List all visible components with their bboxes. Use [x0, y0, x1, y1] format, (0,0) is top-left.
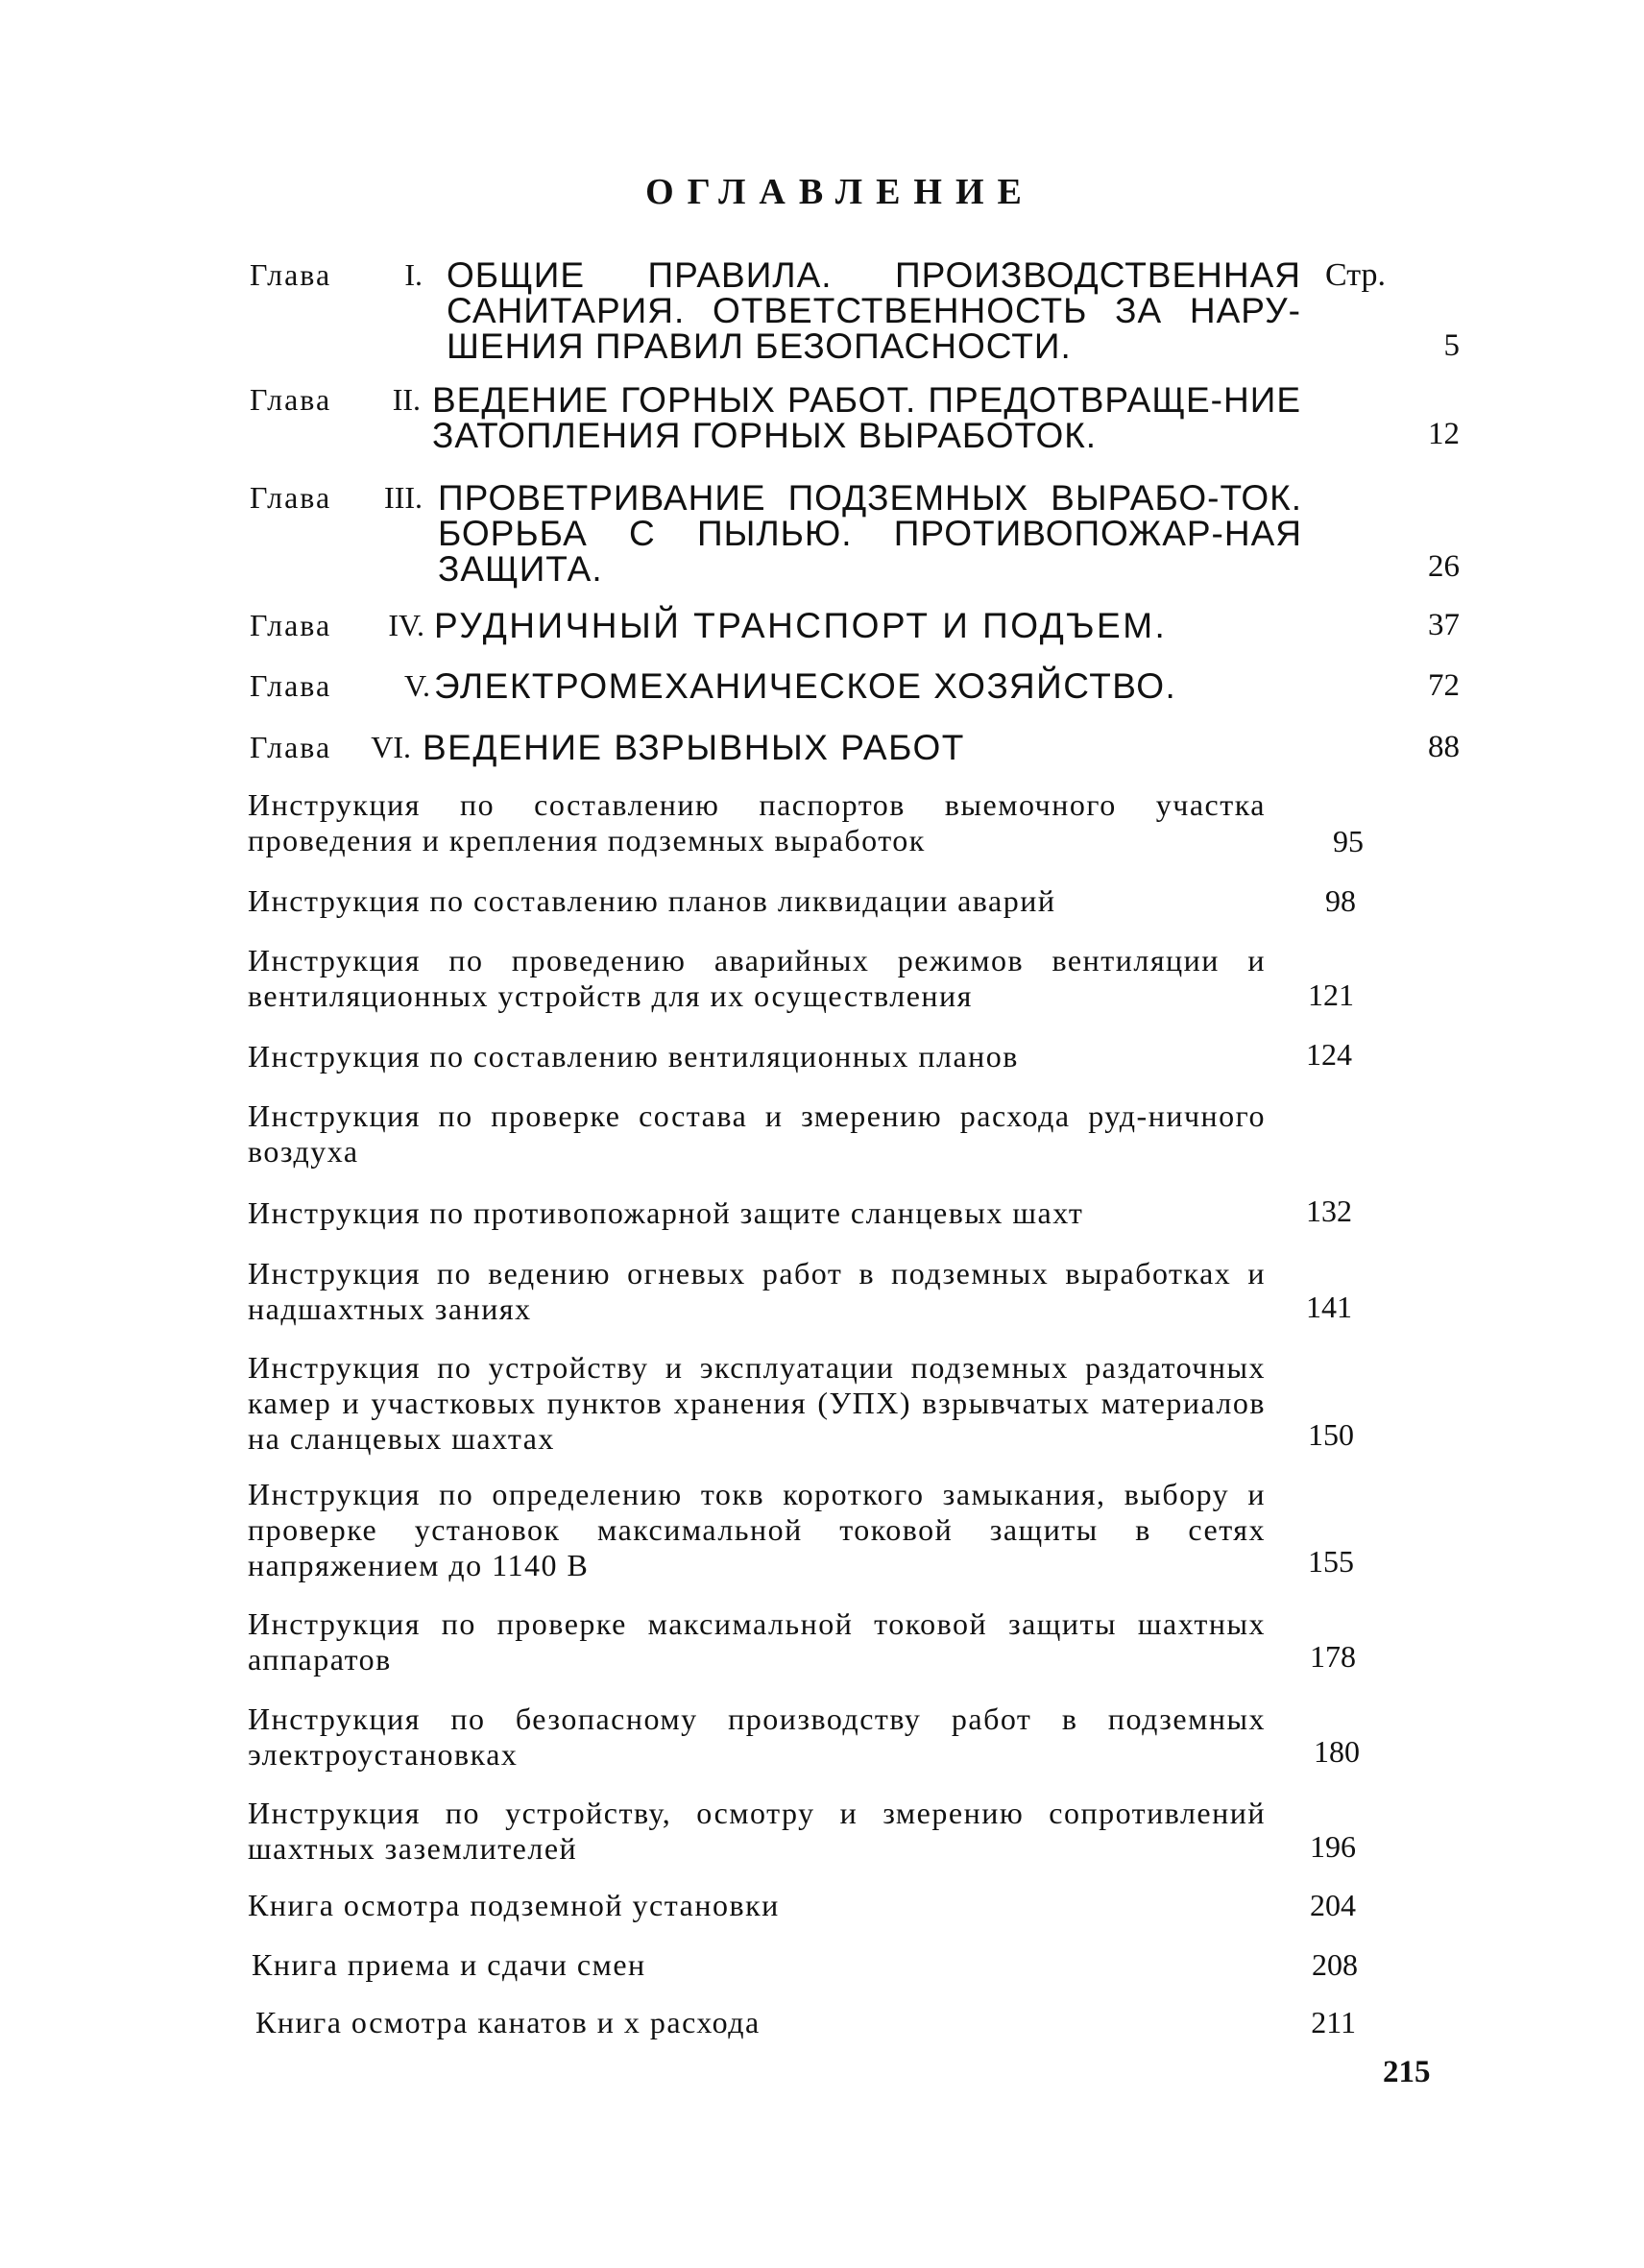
toc-instruction-8: Инструкция по устройству и эксплуатации подземных раздаточных камер и участковых пунктов хранения (УПХ) взрывчатых материалов на сланцевых шахтах	[248, 1350, 1266, 1456]
chapter-title: ПРОВЕТРИВАНИЕ ПОДЗЕМНЫХ ВЫРАБО-ТОК. БОРЬБА С ПЫЛЬЮ. ПРОТИВОПОЖАР-НАЯ ЗАЩИТА.	[438, 478, 1302, 589]
chapter-page: 26	[1428, 549, 1460, 584]
instruction-page: 132	[1306, 1194, 1352, 1228]
instruction-page: 124	[1306, 1037, 1352, 1072]
toc-instruction-9: Инструкция по определению токв короткого замыкания, выбору и проверке установок максимальной токовой защиты в сетях напряжением до 1140 В	[248, 1477, 1266, 1582]
chapter-title: РУДНИЧНЫЙ ТРАНСПОРТ И ПОДЪЕМ.	[434, 606, 1168, 645]
chapter-title: ЭЛЕКТРОМЕХАНИЧЕСКОЕ ХОЗЯЙСТВО.	[434, 666, 1177, 706]
instruction-page: 150	[1308, 1417, 1354, 1452]
instruction-page: 155	[1308, 1544, 1354, 1579]
chapter-number: VI.	[371, 730, 411, 764]
chapter-page: 72	[1428, 668, 1460, 703]
instruction-page: 98	[1325, 883, 1356, 918]
instruction-page: 196	[1310, 1829, 1356, 1864]
chapter-label: Глава	[250, 257, 332, 292]
instruction-page: 180	[1314, 1734, 1360, 1769]
toc-instruction-2: Инструкция по составлению планов ликвидации аварий	[248, 883, 1056, 918]
chapter-label: Глава	[250, 608, 332, 642]
toc-instruction-4: Инструкция по составлению вентиляционных планов	[248, 1039, 1019, 1074]
toc-instruction-6: Инструкция по противопожарной защите сланцевых шахт	[248, 1195, 1084, 1230]
toc-instruction-12: Инструкция по устройству, осмотру и змерению сопротивлений шахтных заземлителей	[248, 1796, 1266, 1866]
toc-instruction-5: Инструкция по проверке состава и змерению расхода руд-ничного воздуха	[248, 1098, 1266, 1169]
chapter-page: 5	[1443, 328, 1460, 363]
chapter-number: IV.	[388, 608, 424, 642]
toc-instruction-1: Инструкция по составлению паспортов выемочного участка проведения и крепления подземных выработок	[248, 787, 1266, 857]
chapter-label: Глава	[250, 480, 332, 515]
chapter-page: 37	[1428, 608, 1460, 642]
chapter-label: Глава	[250, 668, 332, 703]
instruction-page: 211	[1311, 2005, 1356, 2039]
chapter-page: 12	[1428, 417, 1460, 451]
instruction-page: 141	[1306, 1290, 1352, 1324]
toc-instruction-15: Книга осмотра канатов и х расхода	[255, 2005, 761, 2039]
chapter-label: Глава	[250, 382, 332, 417]
page-column-label: Стр.	[1325, 257, 1387, 293]
chapter-number: I.	[404, 257, 423, 292]
chapter-label: Глава	[250, 730, 332, 764]
page-number: 215	[1383, 2055, 1431, 2089]
chapter-number: V.	[404, 668, 430, 703]
chapter-title: ВЕДЕНИЕ ВЗРЫВНЫХ РАБОТ	[423, 728, 965, 767]
chapter-number: III.	[384, 480, 423, 515]
toc-instruction-10: Инструкция по проверке максимальной токовой защиты шахтных аппаратов	[248, 1606, 1266, 1677]
chapter-title: ОБЩИЕ ПРАВИЛА. ПРОИЗВОДСТВЕННАЯ САНИТАРИЯ. ОТВЕТСТВЕННОСТЬ ЗА НАРУ-ШЕНИЯ ПРАВИЛ БЕЗОПАСНОСТИ.	[447, 255, 1301, 366]
chapter-page: 88	[1428, 730, 1460, 764]
instruction-page: 204	[1310, 1888, 1356, 1922]
toc-instruction-11: Инструкция по безопасному производству работ в подземных электроустановках	[248, 1701, 1266, 1772]
toc-instruction-13: Книга осмотра подземной установки	[248, 1888, 780, 1922]
chapter-number: II.	[392, 382, 421, 417]
instruction-page: 95	[1333, 824, 1364, 858]
chapter-title: ВЕДЕНИЕ ГОРНЫХ РАБОТ. ПРЕДОТВРАЩЕ-НИЕ ЗАТОПЛЕНИЯ ГОРНЫХ ВЫРАБОТОК.	[432, 380, 1301, 455]
page-title: ОГЛАВЛЕНИЕ	[645, 172, 1035, 212]
instruction-page: 208	[1312, 1947, 1358, 1982]
toc-instruction-7: Инструкция по ведению огневых работ в подземных выработках и надшахтных заниях	[248, 1256, 1266, 1326]
toc-instruction-3: Инструкция по проведению аварийных режимов вентиляции и вентиляционных устройств для их осуществления	[248, 943, 1266, 1013]
toc-instruction-14: Книга приема и сдачи смен	[252, 1947, 646, 1982]
instruction-page: 121	[1308, 977, 1354, 1012]
instruction-page: 178	[1310, 1639, 1356, 1674]
